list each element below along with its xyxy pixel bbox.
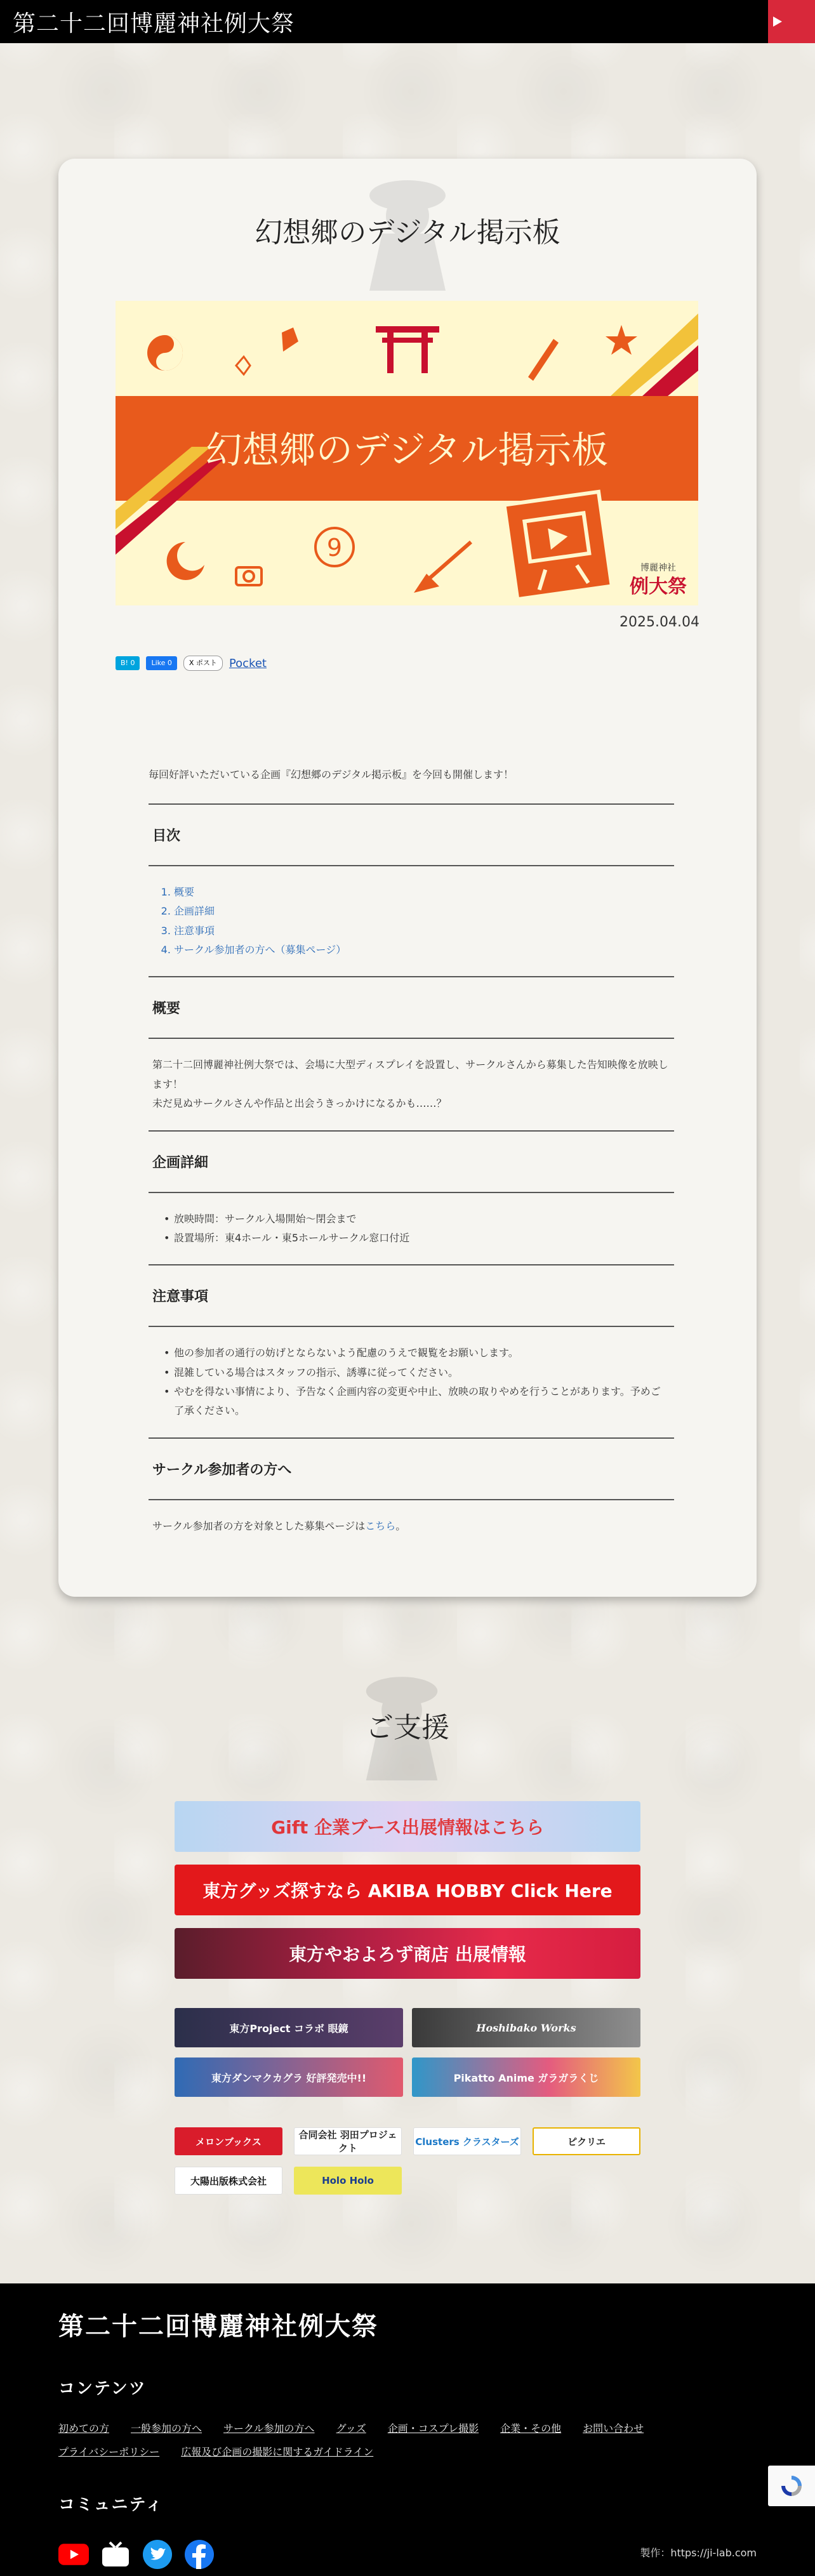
overview-body — [149, 1039, 674, 1130]
footer-link-cosplay[interactable]: 企画・コスプレ撮影 — [387, 2422, 479, 2435]
toc-link-circle[interactable]: サークル参加者の方へ（募集ページ） — [174, 943, 347, 956]
toc-link-details[interactable]: 企画詳細 — [174, 905, 215, 918]
article-body — [116, 766, 699, 1552]
toc-heading: 目次 — [149, 803, 674, 866]
details-body — [149, 1193, 674, 1265]
toc-link-overview[interactable]: 概要 — [174, 885, 195, 898]
overview-heading: 概要 — [149, 976, 674, 1039]
sponsor-banner-gift[interactable]: Gift 企業ブース出展情報はこちら — [175, 1801, 640, 1852]
sponsor-banner-taiyo[interactable]: 大陽出版株式会社 — [175, 2167, 282, 2195]
overview-line-2: 未だ見ぬサークルさんや作品と出会うきっかけになるかも……？ — [152, 1097, 447, 1110]
page-title: 幻想郷のデジタル掲示板 — [255, 216, 560, 249]
sponsor-banner-pikatto[interactable]: Pikatto Anime ガラガラくじ — [412, 2057, 640, 2097]
support-section — [0, 1667, 815, 2195]
sponsor-banner-yaoyorozu[interactable]: 東方やおよろず商店 出展情報 — [175, 1928, 640, 1979]
hero-logo-small: 博麗神社 — [640, 563, 676, 573]
site-header — [0, 0, 815, 43]
hero-caption: 幻想郷のデジタル掲示板 — [205, 428, 609, 472]
article-card — [58, 159, 757, 1597]
sponsor-banner-akibahobby[interactable]: 東方グッズ探すなら AKIBA HOBBY Click Here — [175, 1865, 640, 1915]
details-item: • 設置場所：東4ホール・東5ホールサークル窓口付近 — [164, 1229, 670, 1248]
circle-text-before: サークル参加者の方を対象とした募集ページは — [152, 1519, 366, 1532]
facebook-icon[interactable] — [184, 2539, 215, 2570]
footer-link-privacy[interactable]: プライバシーポリシー — [58, 2446, 160, 2459]
notes-item: • やむを得ない事情により、予告なく企画内容の変更や中止、放映の取りやめを行うことがあります。予めご了承ください。 — [164, 1382, 670, 1421]
article-lead: 毎回好評いただいている企画『幻想郷のデジタル掲示板』を今回も開催します！ — [149, 769, 514, 781]
recaptcha-badge[interactable] — [768, 2466, 815, 2506]
svg-text:9: 9 — [326, 534, 343, 562]
post-date: 2025.04.04 — [620, 614, 699, 630]
footer-link-goods[interactable]: グッズ — [336, 2422, 366, 2435]
twitter-icon[interactable] — [142, 2539, 173, 2570]
hero-logo-big: 例大祭 — [630, 576, 687, 598]
share-buttons — [116, 656, 699, 671]
toc-list — [152, 883, 670, 960]
hero-banner — [116, 301, 698, 605]
sponsor-mid-banners — [175, 2008, 640, 2097]
circle-heading: サークル参加者の方へ — [149, 1437, 674, 1500]
footer-credit[interactable]: 製作：https://ji-lab.com — [640, 2547, 757, 2559]
footer-title[interactable]: 第二十二回博麗神社例大祭 — [58, 2312, 378, 2342]
circle-text-after: 。 — [395, 1519, 406, 1532]
overview-line-1: 第二十二回博麗神社例大祭では、会場に大型ディスプレイを設置し、サークルさんから募集した告知映像を放映します！ — [152, 1059, 668, 1090]
hatena-share-button[interactable]: B! 0 — [116, 656, 140, 670]
sponsor-banner-holoholo[interactable]: Holo Holo — [294, 2167, 402, 2195]
footer-community-heading: コミュニティ — [58, 2495, 164, 2515]
play-icon — [773, 17, 782, 27]
site-footer — [0, 2283, 815, 2576]
footer-link-contact[interactable]: お問い合わせ — [583, 2422, 644, 2435]
menu-toggle-button[interactable] — [768, 0, 815, 43]
facebook-like-button[interactable]: Like 0 — [146, 656, 176, 670]
circle-text — [152, 1517, 670, 1536]
details-heading: 企画詳細 — [149, 1130, 674, 1193]
footer-link-circle[interactable]: サークル参加の方へ — [223, 2422, 315, 2435]
youtube-icon[interactable] — [58, 2539, 89, 2570]
sponsor-big-banners — [0, 1801, 815, 1979]
site-title[interactable]: 第二十二回博麗神社例大祭 — [13, 10, 295, 37]
details-item: • 放映時間：サークル入場開始～閉会まで — [164, 1210, 670, 1229]
footer-contents-heading: コンテンツ — [58, 2379, 147, 2399]
sponsor-banner-megane[interactable]: 東方Project コラボ 眼鏡 — [175, 2008, 403, 2047]
niconico-icon[interactable] — [100, 2539, 131, 2570]
notes-heading: 注意事項 — [149, 1264, 674, 1327]
support-title: ご支援 — [366, 1712, 449, 1745]
notes-item: • 他の参加者の通行の妨げとならないよう配慮のうえで観覧をお願いします。 — [164, 1344, 670, 1363]
sponsor-banner-haneda[interactable]: 合同会社 羽田プロジェクト — [294, 2127, 402, 2155]
sponsor-banner-melonbooks[interactable]: メロンブックス — [175, 2127, 282, 2155]
circle-recruit-link[interactable]: こちら — [365, 1519, 396, 1532]
sponsor-banner-clusters[interactable]: Clusters クラスターズ — [413, 2127, 521, 2155]
circle-body — [149, 1500, 674, 1552]
hero-illustration — [116, 301, 698, 605]
footer-link-guideline[interactable]: 広報及び企画の撮影に関するガイドライン — [181, 2446, 374, 2459]
notes-item: • 混雑している場合はスタッフの指示、誘導に従ってください。 — [164, 1363, 670, 1382]
toc-link-notes[interactable]: 注意事項 — [174, 924, 215, 937]
pocket-link[interactable]: Pocket — [229, 656, 267, 670]
toc-body — [149, 866, 674, 977]
sponsor-banner-hoshibako[interactable]: Hoshibako Works — [412, 2008, 640, 2047]
footer-nav — [58, 2421, 744, 2459]
notes-body — [149, 1327, 674, 1437]
x-post-button[interactable]: X ポスト — [183, 656, 223, 671]
sponsor-banner-picrie[interactable]: ピクリエ — [533, 2127, 640, 2155]
sponsor-banner-danmaku-kagura[interactable]: 東方ダンマクカグラ 好評発売中!! — [175, 2057, 403, 2097]
sponsor-small-banners — [175, 2127, 640, 2195]
recaptcha-icon — [779, 2473, 804, 2499]
footer-link-general[interactable]: 一般参加の方へ — [131, 2422, 202, 2435]
footer-link-corporate[interactable]: 企業・その他 — [500, 2422, 562, 2435]
footer-link-first-time[interactable]: 初めての方 — [58, 2422, 110, 2435]
